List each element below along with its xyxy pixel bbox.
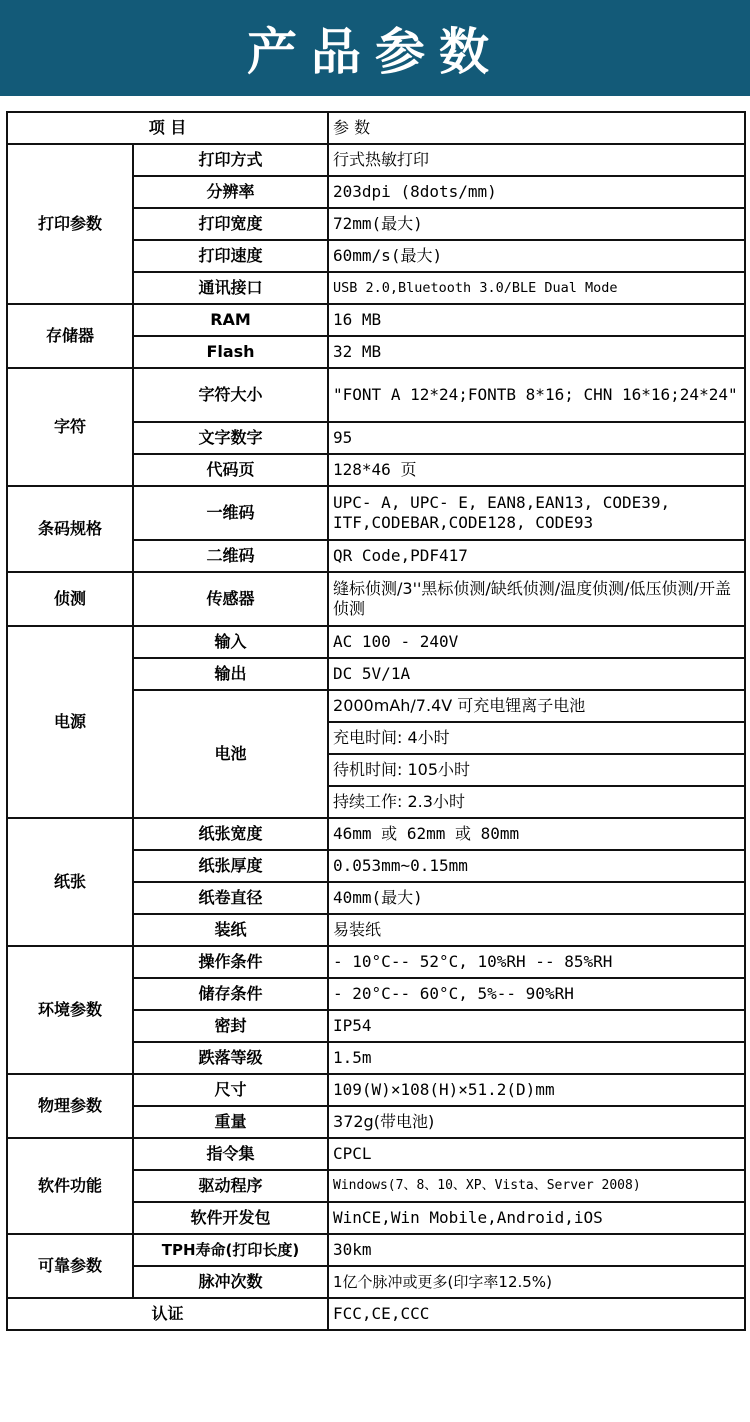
spec-name: 跌落等级 bbox=[133, 1042, 328, 1074]
spec-value: AC 100 - 240V bbox=[328, 626, 745, 658]
table-row bbox=[7, 572, 745, 626]
spec-value: 46mm 或 62mm 或 80mm bbox=[328, 818, 745, 850]
category-cell: 存储器 bbox=[7, 304, 133, 368]
spec-name: Flash bbox=[133, 336, 328, 368]
spec-name: 驱动程序 bbox=[133, 1170, 328, 1202]
spec-table bbox=[6, 111, 746, 1331]
table-row bbox=[7, 1138, 745, 1170]
spec-name: 储存条件 bbox=[133, 978, 328, 1010]
spec-name: 代码页 bbox=[133, 454, 328, 486]
spec-value: CPCL bbox=[328, 1138, 745, 1170]
spec-name: 一维码 bbox=[133, 486, 328, 540]
table-row bbox=[7, 304, 745, 336]
spec-name: RAM bbox=[133, 304, 328, 336]
category-cell: 电源 bbox=[7, 626, 133, 818]
spec-value: UPC- A, UPC- E, EAN8,EAN13, CODE39, ITF,CODEBAR,CODE128, CODE93 bbox=[328, 486, 745, 540]
table-row bbox=[7, 486, 745, 540]
spec-name: 字符大小 bbox=[133, 368, 328, 422]
spec-value: WinCE,Win Mobile,Android,iOS bbox=[328, 1202, 745, 1234]
category-cell: 侦测 bbox=[7, 572, 133, 626]
category-cell: 条码规格 bbox=[7, 486, 133, 572]
spec-value: DC 5V/1A bbox=[328, 658, 745, 690]
category-cell: 字符 bbox=[7, 368, 133, 486]
spec-name: 纸张厚度 bbox=[133, 850, 328, 882]
spec-name: 传感器 bbox=[133, 572, 328, 626]
table-row bbox=[7, 946, 745, 978]
category-cell: 软件功能 bbox=[7, 1138, 133, 1234]
header-item: 项 目 bbox=[7, 112, 328, 144]
spec-value: 缝标侦测/3''黑标侦测/缺纸侦测/温度侦测/低压侦测/开盖侦测 bbox=[328, 572, 745, 626]
spec-value: USB 2.0,Bluetooth 3.0/BLE Dual Mode bbox=[328, 272, 745, 304]
spec-name: 电池 bbox=[133, 690, 328, 818]
spec-value: 0.053mm~0.15mm bbox=[328, 850, 745, 882]
spec-name: 密封 bbox=[133, 1010, 328, 1042]
page-title: 产品参数 bbox=[247, 23, 503, 81]
table-row bbox=[7, 1234, 745, 1266]
spec-name: 纸张宽度 bbox=[133, 818, 328, 850]
header-row bbox=[7, 112, 745, 144]
spec-name: 操作条件 bbox=[133, 946, 328, 978]
spec-name: TPH寿命(打印长度) bbox=[133, 1234, 328, 1266]
spec-value: 1亿个脉冲或更多(印字率12.5%) bbox=[328, 1266, 745, 1298]
spec-value: 40mm(最大) bbox=[328, 882, 745, 914]
category-cell: 打印参数 bbox=[7, 144, 133, 304]
spec-name: 打印方式 bbox=[133, 144, 328, 176]
spec-name: 输出 bbox=[133, 658, 328, 690]
spec-value: "FONT A 12*24;FONTB 8*16; CHN 16*16;24*24" bbox=[328, 368, 745, 422]
spec-value: Windows(7、8、10、XP、Vista、Server 2008) bbox=[328, 1170, 745, 1202]
spec-value: 32 MB bbox=[328, 336, 745, 368]
spec-name: 脉冲次数 bbox=[133, 1266, 328, 1298]
spec-value: 203dpi (8dots/mm) bbox=[328, 176, 745, 208]
spec-value: 1.5m bbox=[328, 1042, 745, 1074]
spec-name: 纸卷直径 bbox=[133, 882, 328, 914]
spec-value: 30km bbox=[328, 1234, 745, 1266]
spec-value: 60mm/s(最大) bbox=[328, 240, 745, 272]
spec-name: 文字数字 bbox=[133, 422, 328, 454]
table-row bbox=[7, 1298, 745, 1330]
spec-name: 分辨率 bbox=[133, 176, 328, 208]
spec-value: - 20°C-- 60°C, 5%-- 90%RH bbox=[328, 978, 745, 1010]
spec-name: 重量 bbox=[133, 1106, 328, 1138]
table-row bbox=[7, 368, 745, 422]
spec-value: 行式热敏打印 bbox=[328, 144, 745, 176]
spec-name: 尺寸 bbox=[133, 1074, 328, 1106]
table-row bbox=[7, 626, 745, 658]
spec-value: 109(W)×108(H)×51.2(D)mm bbox=[328, 1074, 745, 1106]
spec-value: 待机时间: 105小时 bbox=[328, 754, 745, 786]
spec-name: 指令集 bbox=[133, 1138, 328, 1170]
spec-value: 持续工作: 2.3小时 bbox=[328, 786, 745, 818]
spec-value: FCC,CE,CCC bbox=[328, 1298, 745, 1330]
category-cell: 纸张 bbox=[7, 818, 133, 946]
spec-name: 装纸 bbox=[133, 914, 328, 946]
spec-value: - 10°C-- 52°C, 10%RH -- 85%RH bbox=[328, 946, 745, 978]
spec-name: 输入 bbox=[133, 626, 328, 658]
spec-name: 二维码 bbox=[133, 540, 328, 572]
header-param: 参 数 bbox=[328, 112, 745, 144]
spec-value: 充电时间: 4小时 bbox=[328, 722, 745, 754]
spec-value: 易装纸 bbox=[328, 914, 745, 946]
category-cell: 认证 bbox=[7, 1298, 328, 1330]
spec-value: 72mm(最大) bbox=[328, 208, 745, 240]
spec-value: 2000mAh/7.4V 可充电锂离子电池 bbox=[328, 690, 745, 722]
category-cell: 环境参数 bbox=[7, 946, 133, 1074]
table-row bbox=[7, 144, 745, 176]
spec-name: 打印速度 bbox=[133, 240, 328, 272]
spec-value: 16 MB bbox=[328, 304, 745, 336]
category-cell: 可靠参数 bbox=[7, 1234, 133, 1298]
spec-value: QR Code,PDF417 bbox=[328, 540, 745, 572]
spec-value: 372g(带电池) bbox=[328, 1106, 745, 1138]
spec-value: IP54 bbox=[328, 1010, 745, 1042]
spec-name: 打印宽度 bbox=[133, 208, 328, 240]
table-row bbox=[7, 1074, 745, 1106]
category-cell: 物理参数 bbox=[7, 1074, 133, 1138]
spec-name: 软件开发包 bbox=[133, 1202, 328, 1234]
spec-value: 95 bbox=[328, 422, 745, 454]
spec-name: 通讯接口 bbox=[133, 272, 328, 304]
title-banner bbox=[0, 0, 750, 96]
table-row bbox=[7, 818, 745, 850]
spec-value: 128*46 页 bbox=[328, 454, 745, 486]
